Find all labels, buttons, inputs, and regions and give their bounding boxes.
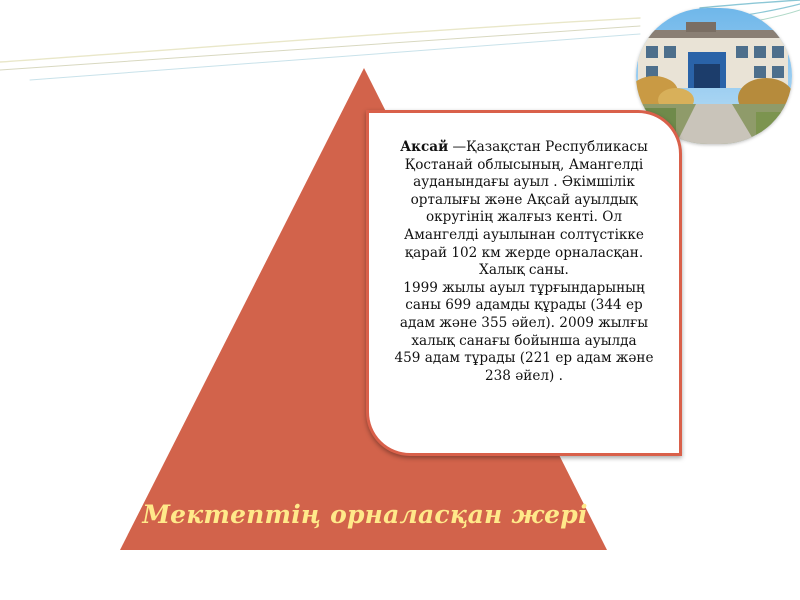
description-line: орталығы және Ақсай ауылдық: [410, 191, 638, 208]
description-lead: Аксай: [400, 139, 449, 155]
slide-caption: Мектептің орналасқан жері: [142, 500, 588, 529]
description-line: —Қазақстан Республикасы: [448, 139, 648, 155]
description-line: Халық саны.: [479, 262, 569, 279]
description-line: халық санағы бойынша ауылда: [411, 332, 637, 349]
description-text: [379, 139, 669, 385]
description-line: ауданындағы ауыл . Әкімшілік: [413, 174, 635, 191]
description-line: Қостанай облысының, Амангелді: [404, 156, 644, 173]
description-line: саны 699 адамды құрады (344 ер: [405, 297, 643, 314]
description-line: Амангелді ауылынан солтүстікке: [404, 226, 644, 243]
description-line: 1999 жылы ауыл тұрғындарының: [403, 279, 645, 296]
description-line: 238 әйел) .: [485, 367, 563, 384]
description-line: адам және 355 әйел). 2009 жылғы: [399, 314, 649, 331]
description-textbox: [366, 110, 682, 456]
description-line: округінің жалғыз кенті. Ол: [425, 209, 623, 226]
description-line: қарай 102 км жерде орналасқан.: [404, 244, 644, 261]
description-line: 459 адам тұрады (221 ер адам және: [394, 350, 654, 367]
